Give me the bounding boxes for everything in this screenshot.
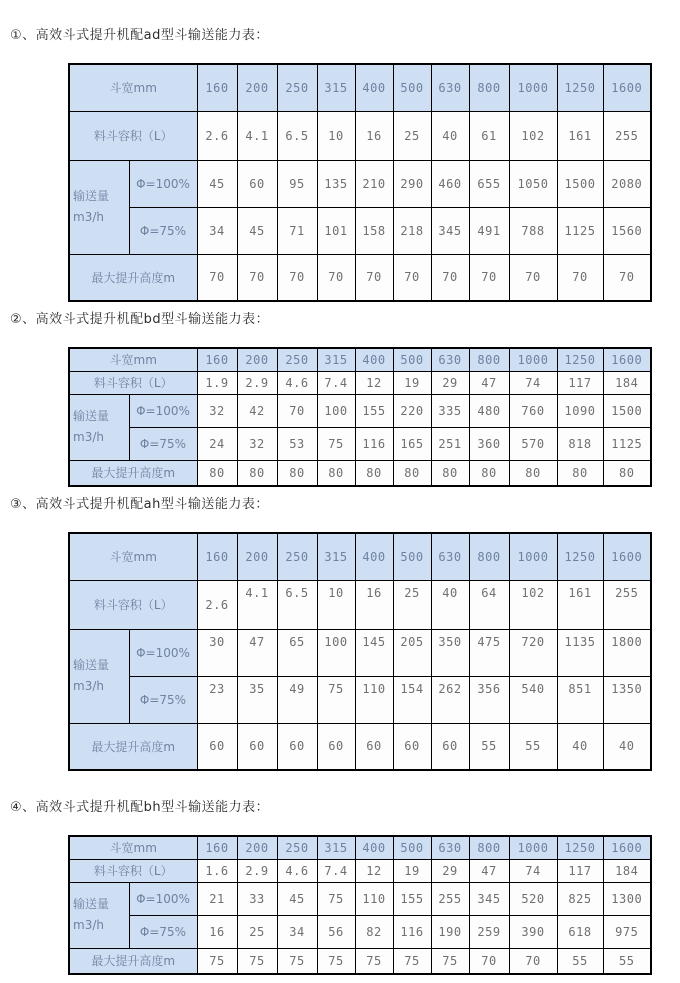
max-height-cell: 80 xyxy=(603,460,651,486)
max-height-cell: 70 xyxy=(557,254,603,301)
phi75-cell: 158 xyxy=(355,207,393,254)
col-header-cell: 250 xyxy=(277,836,317,859)
phi75-cell: 32 xyxy=(237,427,277,460)
volume-cell: 64 xyxy=(469,580,509,629)
section-1 xyxy=(10,28,680,302)
col-header-cell: 160 xyxy=(197,348,237,371)
col-header-cell: 1250 xyxy=(557,836,603,859)
row-phi-75 xyxy=(69,207,651,254)
capacity-label: 输送量 xyxy=(73,658,110,672)
row-phi-100 xyxy=(69,629,651,676)
row-label-bucket-volume: 料斗容积（L） xyxy=(69,371,197,394)
max-height-cell: 75 xyxy=(237,948,277,974)
phi100-cell: 220 xyxy=(393,394,431,427)
volume-cell: 7.4 xyxy=(317,859,355,882)
max-height-cell: 40 xyxy=(557,723,603,770)
capacity-label: 输送量 xyxy=(73,897,110,911)
phi100-cell: 720 xyxy=(509,629,557,676)
volume-cell: 29 xyxy=(431,371,469,394)
phi100-cell: 520 xyxy=(509,882,557,915)
capacity-unit-label: m3/h xyxy=(73,210,104,224)
phi100-cell: 32 xyxy=(197,394,237,427)
max-height-cell: 75 xyxy=(393,948,431,974)
phi75-cell: 1125 xyxy=(557,207,603,254)
row-label-capacity xyxy=(69,629,129,723)
max-height-cell: 70 xyxy=(197,254,237,301)
row-label-capacity xyxy=(69,160,129,254)
max-height-cell: 70 xyxy=(237,254,277,301)
phi75-cell: 35 xyxy=(237,676,277,723)
phi75-cell: 190 xyxy=(431,915,469,948)
phi100-cell: 95 xyxy=(277,160,317,207)
max-height-cell: 75 xyxy=(277,948,317,974)
volume-cell: 25 xyxy=(393,580,431,629)
phi100-cell: 460 xyxy=(431,160,469,207)
phi100-cell: 1500 xyxy=(557,160,603,207)
phi75-cell: 851 xyxy=(557,676,603,723)
phi75-cell: 75 xyxy=(317,676,355,723)
phi100-cell: 350 xyxy=(431,629,469,676)
phi100-cell: 1135 xyxy=(557,629,603,676)
volume-cell: 10 xyxy=(317,580,355,629)
row-label-bucket-volume: 料斗容积（L） xyxy=(69,859,197,882)
table-body xyxy=(69,348,651,486)
row-bucket-volume xyxy=(69,111,651,160)
max-height-cell: 55 xyxy=(509,723,557,770)
phi75-cell: 259 xyxy=(469,915,509,948)
col-header-cell: 1000 xyxy=(509,348,557,371)
max-height-cell: 80 xyxy=(317,460,355,486)
volume-cell: 161 xyxy=(557,580,603,629)
row-label-max-height: 最大提升高度m xyxy=(69,723,197,770)
row-bucket-volume xyxy=(69,859,651,882)
col-header-cell: 400 xyxy=(355,64,393,111)
phi100-cell: 760 xyxy=(509,394,557,427)
volume-cell: 74 xyxy=(509,859,557,882)
volume-cell: 6.5 xyxy=(277,580,317,629)
row-label-phi-100: Φ=100% xyxy=(129,160,197,207)
phi100-cell: 70 xyxy=(277,394,317,427)
col-header-cell: 500 xyxy=(393,836,431,859)
volume-cell: 2.9 xyxy=(237,859,277,882)
max-height-cell: 80 xyxy=(237,460,277,486)
phi75-cell: 101 xyxy=(317,207,355,254)
row-max-height xyxy=(69,948,651,974)
phi75-cell: 262 xyxy=(431,676,469,723)
col-header-cell: 1600 xyxy=(603,836,651,859)
phi75-cell: 75 xyxy=(317,427,355,460)
col-header-cell: 630 xyxy=(431,348,469,371)
phi100-cell: 100 xyxy=(317,394,355,427)
phi100-cell: 2080 xyxy=(603,160,651,207)
phi100-cell: 47 xyxy=(237,629,277,676)
col-header-cell: 400 xyxy=(355,836,393,859)
volume-cell: 25 xyxy=(393,111,431,160)
volume-cell: 74 xyxy=(509,371,557,394)
phi100-cell: 475 xyxy=(469,629,509,676)
max-height-cell: 70 xyxy=(277,254,317,301)
phi100-cell: 345 xyxy=(469,882,509,915)
phi100-cell: 155 xyxy=(393,882,431,915)
max-height-cell: 70 xyxy=(469,254,509,301)
phi100-cell: 290 xyxy=(393,160,431,207)
phi100-cell: 1050 xyxy=(509,160,557,207)
capacity-unit-label: m3/h xyxy=(73,679,104,693)
volume-cell: 16 xyxy=(355,111,393,160)
col-header-cell: 400 xyxy=(355,533,393,580)
col-header-cell: 200 xyxy=(237,533,277,580)
row-bucket-width xyxy=(69,64,651,111)
col-header-cell: 315 xyxy=(317,348,355,371)
max-height-cell: 75 xyxy=(317,948,355,974)
volume-cell: 4.6 xyxy=(277,859,317,882)
col-header-cell: 630 xyxy=(431,836,469,859)
spec-table xyxy=(68,835,652,975)
row-bucket-width xyxy=(69,348,651,371)
max-height-cell: 55 xyxy=(603,948,651,974)
phi75-cell: 360 xyxy=(469,427,509,460)
volume-cell: 16 xyxy=(355,580,393,629)
col-header-cell: 315 xyxy=(317,836,355,859)
max-height-cell: 70 xyxy=(509,948,557,974)
col-header-cell: 1000 xyxy=(509,533,557,580)
max-height-cell: 60 xyxy=(237,723,277,770)
phi100-cell: 1090 xyxy=(557,394,603,427)
section-title: ④、高效斗式提升机配bh型斗输送能力表： xyxy=(10,800,270,815)
max-height-cell: 80 xyxy=(469,460,509,486)
volume-cell: 12 xyxy=(355,371,393,394)
volume-cell: 1.6 xyxy=(197,859,237,882)
col-header-cell: 1250 xyxy=(557,348,603,371)
phi100-cell: 335 xyxy=(431,394,469,427)
section-title: ③、高效斗式提升机配ah型斗输送能力表： xyxy=(10,497,269,512)
volume-cell: 61 xyxy=(469,111,509,160)
col-header-cell: 800 xyxy=(469,836,509,859)
phi75-cell: 345 xyxy=(431,207,469,254)
row-max-height xyxy=(69,254,651,301)
section-4 xyxy=(10,800,680,975)
phi100-cell: 110 xyxy=(355,882,393,915)
col-header-cell: 1600 xyxy=(603,64,651,111)
phi75-cell: 618 xyxy=(557,915,603,948)
phi75-cell: 16 xyxy=(197,915,237,948)
phi75-cell: 818 xyxy=(557,427,603,460)
row-label-bucket-volume: 料斗容积（L） xyxy=(69,580,197,629)
max-height-cell: 70 xyxy=(317,254,355,301)
phi75-cell: 356 xyxy=(469,676,509,723)
max-height-cell: 75 xyxy=(197,948,237,974)
volume-cell: 47 xyxy=(469,371,509,394)
phi75-cell: 24 xyxy=(197,427,237,460)
max-height-cell: 70 xyxy=(603,254,651,301)
phi100-cell: 155 xyxy=(355,394,393,427)
col-header-cell: 200 xyxy=(237,836,277,859)
row-bucket-volume xyxy=(69,371,651,394)
phi75-cell: 116 xyxy=(393,915,431,948)
col-header-cell: 250 xyxy=(277,64,317,111)
phi75-cell: 34 xyxy=(277,915,317,948)
phi100-cell: 210 xyxy=(355,160,393,207)
col-header-cell: 160 xyxy=(197,64,237,111)
row-label-bucket-volume: 料斗容积（L） xyxy=(69,111,197,160)
col-header-cell: 200 xyxy=(237,348,277,371)
max-height-cell: 55 xyxy=(557,948,603,974)
max-height-cell: 75 xyxy=(355,948,393,974)
row-label-capacity xyxy=(69,394,129,460)
volume-cell: 161 xyxy=(557,111,603,160)
phi100-cell: 255 xyxy=(431,882,469,915)
phi100-cell: 60 xyxy=(237,160,277,207)
phi75-cell: 82 xyxy=(355,915,393,948)
col-header-cell: 500 xyxy=(393,348,431,371)
col-header-cell: 1250 xyxy=(557,533,603,580)
phi75-cell: 45 xyxy=(237,207,277,254)
table-body xyxy=(69,64,651,301)
row-phi-75 xyxy=(69,676,651,723)
col-header-cell: 500 xyxy=(393,533,431,580)
phi75-cell: 23 xyxy=(197,676,237,723)
phi75-cell: 53 xyxy=(277,427,317,460)
phi75-cell: 116 xyxy=(355,427,393,460)
row-label-bucket-width: 斗宽mm xyxy=(69,836,197,859)
max-height-cell: 60 xyxy=(355,723,393,770)
phi75-cell: 491 xyxy=(469,207,509,254)
col-header-cell: 630 xyxy=(431,64,469,111)
max-height-cell: 40 xyxy=(603,723,651,770)
volume-cell: 10 xyxy=(317,111,355,160)
col-header-cell: 800 xyxy=(469,348,509,371)
volume-cell: 255 xyxy=(603,580,651,629)
max-height-cell: 60 xyxy=(317,723,355,770)
volume-cell: 117 xyxy=(557,859,603,882)
volume-cell: 117 xyxy=(557,371,603,394)
row-label-max-height: 最大提升高度m xyxy=(69,254,197,301)
phi75-cell: 218 xyxy=(393,207,431,254)
col-header-cell: 250 xyxy=(277,533,317,580)
volume-cell: 2.6 xyxy=(197,111,237,160)
volume-cell: 29 xyxy=(431,859,469,882)
phi75-cell: 788 xyxy=(509,207,557,254)
row-bucket-volume xyxy=(69,580,651,629)
volume-cell: 184 xyxy=(603,371,651,394)
max-height-cell: 70 xyxy=(431,254,469,301)
col-header-cell: 1000 xyxy=(509,64,557,111)
col-header-cell: 630 xyxy=(431,533,469,580)
volume-cell: 1.9 xyxy=(197,371,237,394)
row-label-bucket-width: 斗宽mm xyxy=(69,533,197,580)
volume-cell: 2.6 xyxy=(197,580,237,629)
table-body xyxy=(69,533,651,770)
phi75-cell: 1125 xyxy=(603,427,651,460)
phi100-cell: 45 xyxy=(197,160,237,207)
row-phi-100 xyxy=(69,160,651,207)
volume-cell: 19 xyxy=(393,859,431,882)
volume-cell: 102 xyxy=(509,580,557,629)
phi100-cell: 1300 xyxy=(603,882,651,915)
spec-table xyxy=(68,63,652,302)
volume-cell: 19 xyxy=(393,371,431,394)
phi75-cell: 34 xyxy=(197,207,237,254)
max-height-cell: 70 xyxy=(355,254,393,301)
phi75-cell: 1560 xyxy=(603,207,651,254)
col-header-cell: 800 xyxy=(469,533,509,580)
row-phi-100 xyxy=(69,882,651,915)
phi75-cell: 56 xyxy=(317,915,355,948)
spec-table xyxy=(68,532,652,771)
max-height-cell: 70 xyxy=(393,254,431,301)
row-max-height xyxy=(69,723,651,770)
phi75-cell: 25 xyxy=(237,915,277,948)
row-label-max-height: 最大提升高度m xyxy=(69,948,197,974)
col-header-cell: 1000 xyxy=(509,836,557,859)
col-header-cell: 800 xyxy=(469,64,509,111)
col-header-cell: 400 xyxy=(355,348,393,371)
phi100-cell: 21 xyxy=(197,882,237,915)
max-height-cell: 80 xyxy=(355,460,393,486)
max-height-cell: 55 xyxy=(469,723,509,770)
volume-cell: 2.9 xyxy=(237,371,277,394)
col-header-cell: 160 xyxy=(197,533,237,580)
phi100-cell: 135 xyxy=(317,160,355,207)
max-height-cell: 75 xyxy=(431,948,469,974)
row-label-phi-75: Φ=75% xyxy=(129,915,197,948)
volume-cell: 4.1 xyxy=(237,580,277,629)
phi100-cell: 45 xyxy=(277,882,317,915)
phi100-cell: 100 xyxy=(317,629,355,676)
max-height-cell: 80 xyxy=(509,460,557,486)
phi100-cell: 145 xyxy=(355,629,393,676)
max-height-cell: 70 xyxy=(469,948,509,974)
phi100-cell: 205 xyxy=(393,629,431,676)
max-height-cell: 80 xyxy=(431,460,469,486)
max-height-cell: 60 xyxy=(431,723,469,770)
phi100-cell: 825 xyxy=(557,882,603,915)
col-header-cell: 1600 xyxy=(603,348,651,371)
col-header-cell: 1600 xyxy=(603,533,651,580)
capacity-label: 输送量 xyxy=(73,409,110,423)
row-label-bucket-width: 斗宽mm xyxy=(69,64,197,111)
phi100-cell: 655 xyxy=(469,160,509,207)
phi75-cell: 251 xyxy=(431,427,469,460)
max-height-cell: 80 xyxy=(277,460,317,486)
section-title: ①、高效斗式提升机配ad型斗输送能力表： xyxy=(10,28,269,43)
section-title: ②、高效斗式提升机配bd型斗输送能力表： xyxy=(10,312,270,327)
volume-cell: 47 xyxy=(469,859,509,882)
row-label-max-height: 最大提升高度m xyxy=(69,460,197,486)
volume-cell: 40 xyxy=(431,580,469,629)
phi100-cell: 75 xyxy=(317,882,355,915)
row-max-height xyxy=(69,460,651,486)
phi75-cell: 154 xyxy=(393,676,431,723)
row-label-bucket-width: 斗宽mm xyxy=(69,348,197,371)
max-height-cell: 60 xyxy=(277,723,317,770)
volume-cell: 40 xyxy=(431,111,469,160)
max-height-cell: 60 xyxy=(393,723,431,770)
phi100-cell: 65 xyxy=(277,629,317,676)
phi100-cell: 42 xyxy=(237,394,277,427)
max-height-cell: 80 xyxy=(393,460,431,486)
volume-cell: 102 xyxy=(509,111,557,160)
phi75-cell: 49 xyxy=(277,676,317,723)
row-label-capacity xyxy=(69,882,129,948)
volume-cell: 12 xyxy=(355,859,393,882)
col-header-cell: 315 xyxy=(317,533,355,580)
row-phi-75 xyxy=(69,915,651,948)
phi100-cell: 1800 xyxy=(603,629,651,676)
phi100-cell: 30 xyxy=(197,629,237,676)
capacity-label: 输送量 xyxy=(73,189,110,203)
col-header-cell: 315 xyxy=(317,64,355,111)
capacity-unit-label: m3/h xyxy=(73,918,104,932)
volume-cell: 4.1 xyxy=(237,111,277,160)
volume-cell: 7.4 xyxy=(317,371,355,394)
capacity-unit-label: m3/h xyxy=(73,430,104,444)
max-height-cell: 80 xyxy=(197,460,237,486)
phi75-cell: 975 xyxy=(603,915,651,948)
phi75-cell: 165 xyxy=(393,427,431,460)
phi75-cell: 110 xyxy=(355,676,393,723)
phi75-cell: 71 xyxy=(277,207,317,254)
phi100-cell: 480 xyxy=(469,394,509,427)
row-phi-100 xyxy=(69,394,651,427)
row-label-phi-75: Φ=75% xyxy=(129,676,197,723)
section-3 xyxy=(10,497,680,771)
row-bucket-width xyxy=(69,533,651,580)
row-label-phi-100: Φ=100% xyxy=(129,394,197,427)
spec-table xyxy=(68,347,652,487)
col-header-cell: 160 xyxy=(197,836,237,859)
phi100-cell: 33 xyxy=(237,882,277,915)
row-label-phi-75: Φ=75% xyxy=(129,427,197,460)
col-header-cell: 1250 xyxy=(557,64,603,111)
volume-cell: 184 xyxy=(603,859,651,882)
volume-cell: 4.6 xyxy=(277,371,317,394)
table-body xyxy=(69,836,651,974)
phi75-cell: 570 xyxy=(509,427,557,460)
phi75-cell: 390 xyxy=(509,915,557,948)
phi75-cell: 540 xyxy=(509,676,557,723)
row-phi-75 xyxy=(69,427,651,460)
col-header-cell: 250 xyxy=(277,348,317,371)
max-height-cell: 70 xyxy=(509,254,557,301)
row-label-phi-100: Φ=100% xyxy=(129,629,197,676)
row-label-phi-75: Φ=75% xyxy=(129,207,197,254)
col-header-cell: 500 xyxy=(393,64,431,111)
row-bucket-width xyxy=(69,836,651,859)
volume-cell: 6.5 xyxy=(277,111,317,160)
volume-cell: 255 xyxy=(603,111,651,160)
section-2 xyxy=(10,312,680,487)
max-height-cell: 80 xyxy=(557,460,603,486)
phi75-cell: 1350 xyxy=(603,676,651,723)
row-label-phi-100: Φ=100% xyxy=(129,882,197,915)
phi100-cell: 1500 xyxy=(603,394,651,427)
col-header-cell: 200 xyxy=(237,64,277,111)
max-height-cell: 60 xyxy=(197,723,237,770)
